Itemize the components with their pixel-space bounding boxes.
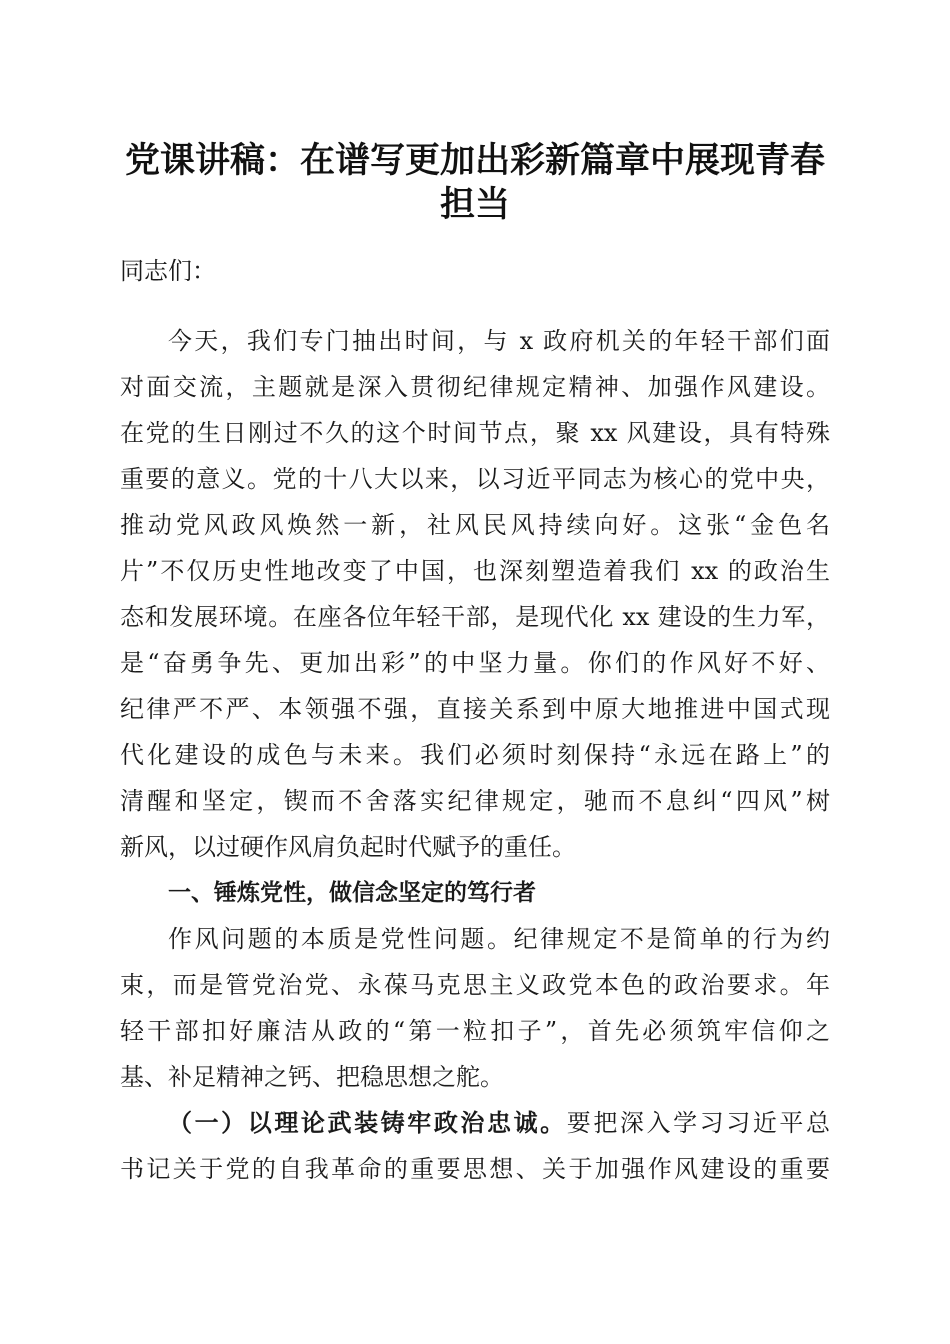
intro-line: 清醒和坚定，锲而不舍落实纪律规定，驰而不息纠“四风”树 [120,787,830,815]
salutation: 同志们： [120,257,216,285]
document-title-line-1: 党课讲稿：在谱写更加出彩新篇章中展现青春 [124,140,825,181]
intro-line: 片”不仅历史性地改变了中国，也深刻塑造着我们 xx 的政治生 [120,557,830,585]
subsection-line [168,1109,830,1137]
subsection-text: 要把深入学习习近平总 [566,1109,830,1137]
intro-line: 纪律严不严、本领强不强，直接关系到中原大地推进中国式现 [120,695,830,723]
section-paragraph-line: 轻干部扣好廉洁从政的“第一粒扣子”，首先必须筑牢信仰之 [120,1017,830,1045]
intro-line: 推动党风政风焕然一新，社风民风持续向好。这张“金色名 [120,511,830,539]
section-paragraph-line: 作风问题的本质是党性问题。纪律规定不是简单的行为约 [168,925,830,953]
intro-line: 新风，以过硬作风肩负起时代赋予的重任。 [120,833,576,861]
intro-line: 重要的意义。党的十八大以来，以习近平同志为核心的党中央， [120,465,830,493]
section-heading: 一、锤炼党性，做信念坚定的笃行者 [168,880,536,906]
intro-line: 在党的生日刚过不久的这个时间节点，聚 xx 风建设，具有特殊 [120,419,830,447]
section-paragraph-line: 束，而是管党治党、永葆马克思主义政党本色的政治要求。年 [120,971,830,999]
intro-line: 是“奋勇争先、更加出彩”的中坚力量。你们的作风好不好、 [120,649,830,677]
section-paragraph-line: 基、补足精神之钙、把稳思想之舵。 [120,1063,504,1091]
intro-line: 代化建设的成色与未来。我们必须时刻保持“永远在路上”的 [120,741,830,769]
subsection-line: 书记关于党的自我革命的重要思想、关于加强作风建设的重要 [120,1155,830,1183]
intro-line: 今天，我们专门抽出时间，与 x 政府机关的年轻干部们面 [168,327,830,355]
document-title-line-2: 担当 [439,184,510,225]
subsection-lead: （一）以理论武装铸牢政治忠诚。 [168,1108,567,1137]
intro-line: 对面交流，主题就是深入贯彻纪律规定精神、加强作风建设。 [120,373,830,401]
intro-line: 态和发展环境。在座各位年轻干部，是现代化 xx 建设的生力军， [120,603,830,631]
